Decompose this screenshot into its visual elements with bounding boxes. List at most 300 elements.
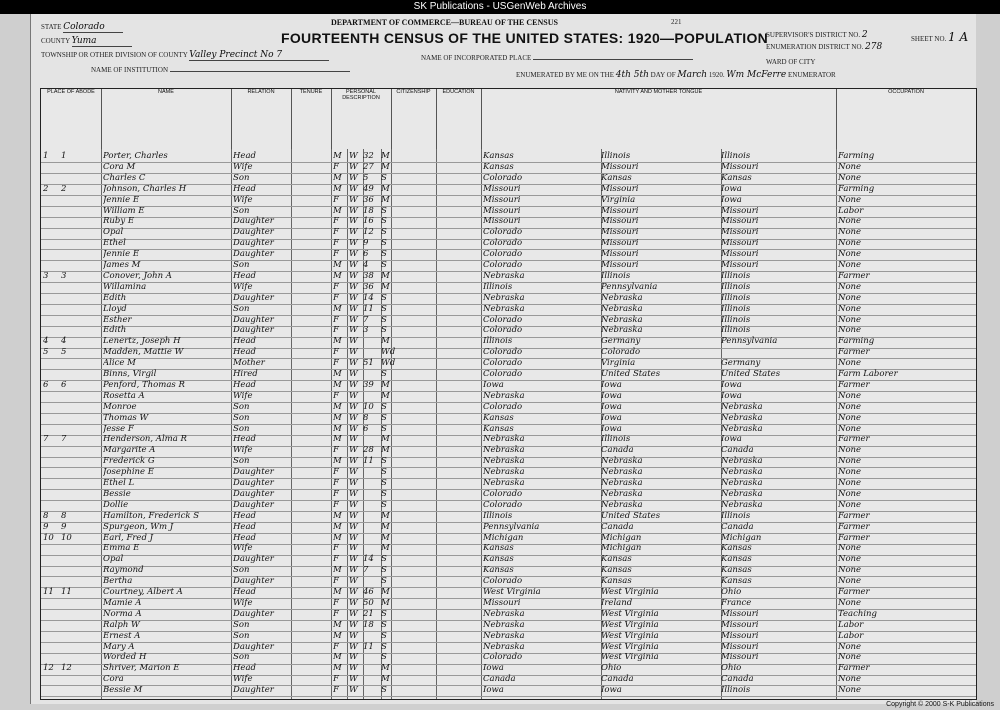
table-cell: Colorado — [483, 249, 523, 260]
table-cell: M — [381, 510, 390, 521]
table-cell: 39 — [363, 379, 374, 390]
table-cell: Colorado — [483, 401, 523, 412]
table-cell: W — [349, 587, 358, 597]
table-cell: W — [349, 456, 358, 467]
table-cell: 11 — [363, 641, 374, 652]
table-cell: Thomas W — [103, 412, 149, 423]
table-cell — [43, 554, 59, 565]
table-cell — [61, 282, 79, 293]
table-cell: Illinois — [483, 336, 513, 347]
table-cell: None — [838, 445, 862, 456]
table-cell: Colorado — [483, 260, 523, 270]
table-cell: Wife — [233, 674, 253, 685]
table-cell: S — [381, 423, 387, 434]
table-cell: M — [381, 281, 390, 292]
table-cell: 14 — [363, 292, 374, 303]
table-cell: W — [349, 510, 358, 521]
table-cell: United States — [721, 369, 781, 379]
table-cell: Ethel L — [103, 478, 135, 488]
table-cell — [61, 631, 79, 642]
table-cell: Jesse F — [103, 423, 134, 434]
enumerator-label: ENUMERATOR — [788, 71, 836, 79]
table-cell: Germany — [721, 358, 761, 369]
table-cell — [43, 249, 59, 260]
table-cell: Nebraska — [721, 488, 763, 499]
table-cell: F — [333, 390, 339, 401]
table-cell: Conover, John A — [103, 270, 172, 281]
table-cell — [43, 315, 59, 326]
table-cell: None — [838, 401, 862, 412]
table-cell: W — [349, 543, 358, 554]
table-cell: Kansas — [721, 543, 752, 554]
table-cell — [43, 173, 59, 184]
table-cell: None — [838, 554, 862, 565]
table-cell: None — [838, 227, 862, 238]
table-cell: W — [349, 358, 358, 369]
table-cell: S — [381, 685, 387, 696]
table-cell — [61, 424, 79, 435]
table-cell: Farming — [838, 151, 875, 161]
table-cell: M — [381, 379, 390, 390]
table-cell: Nebraska — [601, 467, 643, 478]
table-cell: Kansas — [721, 565, 752, 576]
table-cell: Illinois — [721, 314, 751, 325]
table-cell: M — [333, 303, 342, 314]
table-cell: F — [333, 445, 339, 456]
table-cell: Head — [233, 663, 256, 674]
table-cell: W — [349, 685, 358, 696]
table-cell: Colorado — [483, 576, 523, 587]
table-cell: S — [381, 641, 387, 652]
table-cell: S — [381, 456, 387, 467]
table-cell: S — [381, 488, 387, 499]
table-cell: 8 — [363, 412, 369, 423]
table-cell: Son — [233, 260, 250, 270]
table-cell — [363, 347, 381, 358]
table-cell: Iowa — [483, 685, 504, 696]
table-cell — [61, 358, 79, 369]
table-cell: Head — [233, 347, 256, 358]
table-cell: M — [333, 336, 342, 347]
table-cell: None — [838, 358, 862, 369]
table-cell — [363, 434, 381, 445]
table-cell — [363, 336, 381, 347]
table-cell — [61, 162, 79, 173]
table-cell — [61, 260, 79, 271]
table-cell: Esther — [103, 314, 132, 325]
table-cell: M — [333, 587, 342, 597]
table-cell: Son — [233, 619, 250, 630]
table-cell: 14 — [363, 554, 374, 565]
table-cell: W — [349, 379, 358, 390]
table-cell — [61, 325, 79, 336]
table-cell: Kansas — [483, 412, 514, 423]
table-cell: W — [349, 314, 358, 325]
table-cell — [61, 249, 79, 260]
table-cell: S — [381, 652, 387, 663]
township-value: Valley Precinct No 7 — [189, 50, 329, 61]
table-cell — [43, 293, 59, 304]
table-cell: Rosetta A — [103, 390, 145, 401]
supervisor-value: 2 — [861, 30, 868, 40]
table-cell: Son — [233, 423, 250, 434]
table-cell: Kansas — [721, 554, 752, 565]
table-cell: 49 — [363, 183, 374, 194]
table-cell: Son — [233, 205, 250, 216]
table-cell: S — [381, 205, 387, 216]
table-cell: Wife — [233, 281, 253, 292]
table-cell: Daughter — [233, 325, 274, 336]
table-cell — [363, 489, 381, 500]
table-cell: W — [349, 576, 358, 587]
table-cell: 6 — [61, 379, 67, 390]
table-cell — [61, 554, 79, 565]
table-cell: Canada — [721, 445, 754, 456]
table-cell: M — [381, 151, 390, 161]
table-cell: W — [349, 270, 358, 281]
table-cell: Nebraska — [483, 608, 525, 619]
table-cell: 8 — [43, 510, 49, 521]
table-cell: M — [333, 151, 342, 161]
table-cell: None — [838, 456, 862, 467]
table-cell: Farmer — [838, 270, 870, 281]
table-cell — [61, 293, 79, 304]
table-cell: M — [333, 401, 342, 412]
table-cell: Iowa — [721, 194, 742, 205]
table-cell: 2 — [61, 183, 67, 194]
table-cell — [43, 358, 59, 369]
table-cell: Daughter — [233, 488, 274, 499]
table-cell: 5 — [43, 347, 49, 358]
table-cell: W — [349, 532, 358, 543]
table-cell — [61, 391, 79, 402]
table-cell — [43, 445, 59, 456]
table-cell: Farmer — [838, 379, 870, 390]
table-cell: Wife — [233, 597, 253, 608]
table-cell — [43, 685, 59, 696]
table-cell: Kansas — [483, 543, 514, 554]
table-cell: Nebraska — [721, 499, 763, 510]
table-cell: Labor — [838, 205, 864, 216]
table-cell — [61, 489, 79, 500]
table-cell: Missouri — [721, 238, 759, 249]
table-cell: None — [838, 238, 862, 249]
table-cell: Kansas — [601, 576, 632, 587]
table-cell: 11 — [363, 456, 374, 467]
table-cell — [43, 162, 59, 173]
table-cell: Head — [233, 379, 256, 390]
table-cell: M — [381, 434, 390, 445]
table-cell: Missouri — [601, 205, 639, 216]
table-cell: Nebraska — [721, 456, 763, 467]
table-cell: Nebraska — [601, 303, 643, 314]
table-cell: West Virginia — [601, 641, 659, 652]
table-cell: Michigan — [721, 532, 762, 543]
table-cell: Iowa — [601, 401, 622, 412]
table-cell: Illinois — [721, 510, 751, 521]
table-cell — [61, 674, 79, 685]
table-cell: W — [349, 674, 358, 685]
table-cell: None — [838, 576, 862, 587]
table-cell — [43, 402, 59, 413]
table-cell: 12 — [61, 663, 72, 674]
table-cell: Hamilton, Frederick S — [103, 510, 200, 521]
table-cell: F — [333, 608, 339, 619]
table-cell: None — [838, 685, 862, 696]
table-cell: M — [381, 597, 390, 608]
table-cell: Missouri — [721, 608, 759, 619]
table-cell: S — [381, 499, 387, 510]
table-cell: F — [333, 576, 339, 587]
table-cell — [43, 260, 59, 271]
table-cell — [61, 565, 79, 576]
table-cell: S — [381, 216, 387, 227]
table-cell: Shriver, Marion E — [103, 663, 180, 674]
table-cell: Iowa — [721, 434, 742, 445]
table-cell: W — [349, 434, 358, 445]
table-cell: S — [381, 227, 387, 238]
sheet-value: 1 A — [948, 30, 969, 44]
table-cell: W — [349, 151, 358, 161]
table-cell: W — [349, 238, 358, 249]
table-cell — [43, 206, 59, 217]
table-cell: F — [333, 685, 339, 696]
table-cell: S — [381, 576, 387, 587]
table-cell: Edith — [103, 325, 127, 336]
table-cell: Bessie M — [103, 685, 143, 696]
table-cell: Kansas — [601, 554, 632, 565]
table-cell: W — [349, 478, 358, 488]
table-cell: Margarite A — [103, 445, 156, 456]
table-cell: None — [838, 292, 862, 303]
col-name: NAME — [101, 89, 232, 149]
table-cell: Kansas — [483, 161, 514, 172]
table-cell — [61, 478, 79, 489]
table-cell: Missouri — [601, 161, 639, 172]
table-cell: Daughter — [233, 499, 274, 510]
table-cell: 4 — [363, 260, 369, 270]
table-cell — [43, 456, 59, 467]
table-cell: None — [838, 488, 862, 499]
table-cell: None — [838, 478, 862, 488]
table-cell: Wife — [233, 194, 253, 205]
table-cell: M — [381, 336, 390, 347]
table-cell: M — [333, 379, 342, 390]
table-cell: F — [333, 161, 339, 172]
table-cell: Johnson, Charles H — [103, 183, 187, 194]
table-cell — [363, 511, 381, 522]
table-cell: Nebraska — [483, 434, 525, 445]
page-stamp: 221 — [671, 18, 682, 26]
col-personal: PERSONAL DESCRIPTION — [331, 89, 392, 149]
table-cell: 5 — [61, 347, 67, 358]
table-cell: Nebraska — [483, 630, 525, 641]
table-cell: M — [333, 423, 342, 434]
table-cell: Wd — [381, 347, 395, 358]
table-cell: F — [333, 641, 339, 652]
table-cell: Illinois — [601, 434, 631, 445]
table-cell: 7 — [363, 565, 369, 576]
table-cell: Lenertz, Joseph H — [103, 336, 181, 347]
table-cell: Missouri — [721, 249, 759, 260]
table-cell: Illinois — [483, 281, 513, 292]
table-cell — [43, 652, 59, 663]
table-cell: Missouri — [721, 216, 759, 227]
table-cell — [61, 216, 79, 227]
table-cell: None — [838, 499, 862, 510]
census-table — [40, 88, 977, 700]
table-cell: Wd — [381, 358, 395, 369]
table-cell: Canada — [721, 521, 754, 532]
table-cell: Jennie E — [103, 194, 140, 205]
table-cell: Norma A — [103, 608, 142, 619]
table-cell: Nebraska — [601, 325, 643, 336]
table-cell: Missouri — [721, 161, 759, 172]
table-cell: Nebraska — [721, 401, 763, 412]
month-value: March — [677, 70, 708, 80]
table-cell: Ohio — [721, 587, 742, 597]
table-cell: Iowa — [721, 379, 742, 390]
table-cell: None — [838, 216, 862, 227]
table-cell: Illinois — [721, 270, 751, 281]
table-cell: Missouri — [721, 641, 759, 652]
table-cell: M — [333, 619, 342, 630]
table-cell: Son — [233, 303, 250, 314]
table-cell: Missouri — [601, 227, 639, 238]
table-cell: Ruby E — [103, 216, 135, 227]
table-cell: Kansas — [483, 151, 514, 161]
col-education: EDUCATION — [436, 89, 482, 149]
table-cell — [43, 467, 59, 478]
table-cell: W — [349, 194, 358, 205]
table-cell: Pennsylvania — [483, 521, 540, 532]
table-cell: 6 — [43, 379, 49, 390]
table-cell: W — [349, 554, 358, 565]
table-cell: Penford, Thomas R — [103, 379, 185, 390]
table-cell: 51 — [363, 358, 374, 369]
table-cell — [61, 402, 79, 413]
table-cell: M — [333, 412, 342, 423]
sheet-label: SHEET NO. — [911, 35, 947, 43]
table-cell: S — [381, 619, 387, 630]
table-cell: Nebraska — [721, 478, 763, 488]
col-citizenship: CITIZENSHIP — [391, 89, 437, 149]
table-cell: Daughter — [233, 314, 274, 325]
table-cell: Iowa — [601, 423, 622, 434]
department-heading: DEPARTMENT OF COMMERCE—BUREAU OF THE CENSUS — [331, 18, 558, 27]
table-cell — [43, 598, 59, 609]
table-cell: Josephine E — [103, 467, 154, 478]
table-cell: F — [333, 597, 339, 608]
table-cell: Kansas — [483, 565, 514, 576]
table-cell: Courtney, Albert A — [103, 587, 183, 597]
table-cell: Daughter — [233, 467, 274, 478]
table-cell: F — [333, 488, 339, 499]
table-cell: Virginia — [601, 194, 636, 205]
table-cell — [43, 576, 59, 587]
table-cell: S — [381, 260, 387, 270]
table-cell: Charles C — [103, 172, 146, 183]
table-cell: 36 — [363, 194, 374, 205]
table-cell: Head — [233, 336, 256, 347]
table-cell: F — [333, 478, 339, 488]
table-cell: 3 — [43, 270, 49, 281]
table-cell: F — [333, 543, 339, 554]
col-occupation: OCCUPATION — [888, 89, 924, 95]
table-cell — [43, 489, 59, 500]
table-cell: Head — [233, 521, 256, 532]
table-cell — [43, 609, 59, 620]
window-title: SK Publications - USGenWeb Archives — [0, 0, 1000, 14]
table-cell: Michigan — [601, 543, 642, 554]
table-cell: None — [838, 467, 862, 478]
table-cell: Colorado — [483, 499, 523, 510]
table-cell: F — [333, 227, 339, 238]
table-cell: 28 — [363, 445, 374, 456]
table-cell: West Virginia — [601, 652, 659, 663]
table-cell: S — [381, 478, 387, 488]
table-cell: Bertha — [103, 576, 133, 587]
table-cell: 5 — [363, 172, 369, 183]
table-cell: M — [381, 587, 390, 597]
table-cell: Illinois — [721, 685, 751, 696]
table-cell: Colorado — [483, 358, 523, 369]
table-cell: Daughter — [233, 238, 274, 249]
table-cell — [43, 413, 59, 424]
table-cell: Kansas — [483, 423, 514, 434]
table-cell — [363, 674, 381, 685]
table-cell: Farmer — [838, 521, 870, 532]
table-cell: Daughter — [233, 554, 274, 565]
table-cell: 3 — [363, 325, 369, 336]
table-cell: S — [381, 303, 387, 314]
table-cell: None — [838, 412, 862, 423]
institution-label: NAME OF INSTITUTION — [91, 66, 168, 74]
table-cell: F — [333, 347, 339, 358]
table-cell: Nebraska — [601, 456, 643, 467]
table-cell: W — [349, 423, 358, 434]
table-cell: 8 — [61, 510, 67, 521]
copyright-footer: Copyright © 2000 S-K Publications — [886, 701, 994, 708]
ward-label: WARD OF CITY — [766, 58, 816, 66]
table-cell: Nebraska — [483, 478, 525, 488]
table-cell — [61, 227, 79, 238]
table-cell: S — [381, 238, 387, 249]
table-cell: M — [381, 390, 390, 401]
table-cell: 11 — [43, 587, 54, 597]
table-cell: M — [381, 194, 390, 205]
table-cell: W — [349, 630, 358, 641]
table-cell: Colorado — [483, 314, 523, 325]
table-cell: M — [333, 456, 342, 467]
table-cell — [43, 227, 59, 238]
table-cell — [61, 238, 79, 249]
table-cell — [61, 445, 79, 456]
enumerated-day: 4th 5th — [615, 70, 649, 80]
table-cell: Cora — [103, 674, 124, 685]
table-cell: W — [349, 467, 358, 478]
table-cell: W — [349, 205, 358, 216]
table-cell: Head — [233, 183, 256, 194]
table-cell: Nebraska — [483, 303, 525, 314]
year-value: 1920. — [708, 71, 725, 79]
table-cell — [61, 598, 79, 609]
table-cell: W — [349, 565, 358, 576]
table-cell — [61, 620, 79, 631]
table-cell: M — [333, 663, 342, 674]
table-cell: Nebraska — [721, 412, 763, 423]
table-cell: Farmer — [838, 347, 870, 358]
